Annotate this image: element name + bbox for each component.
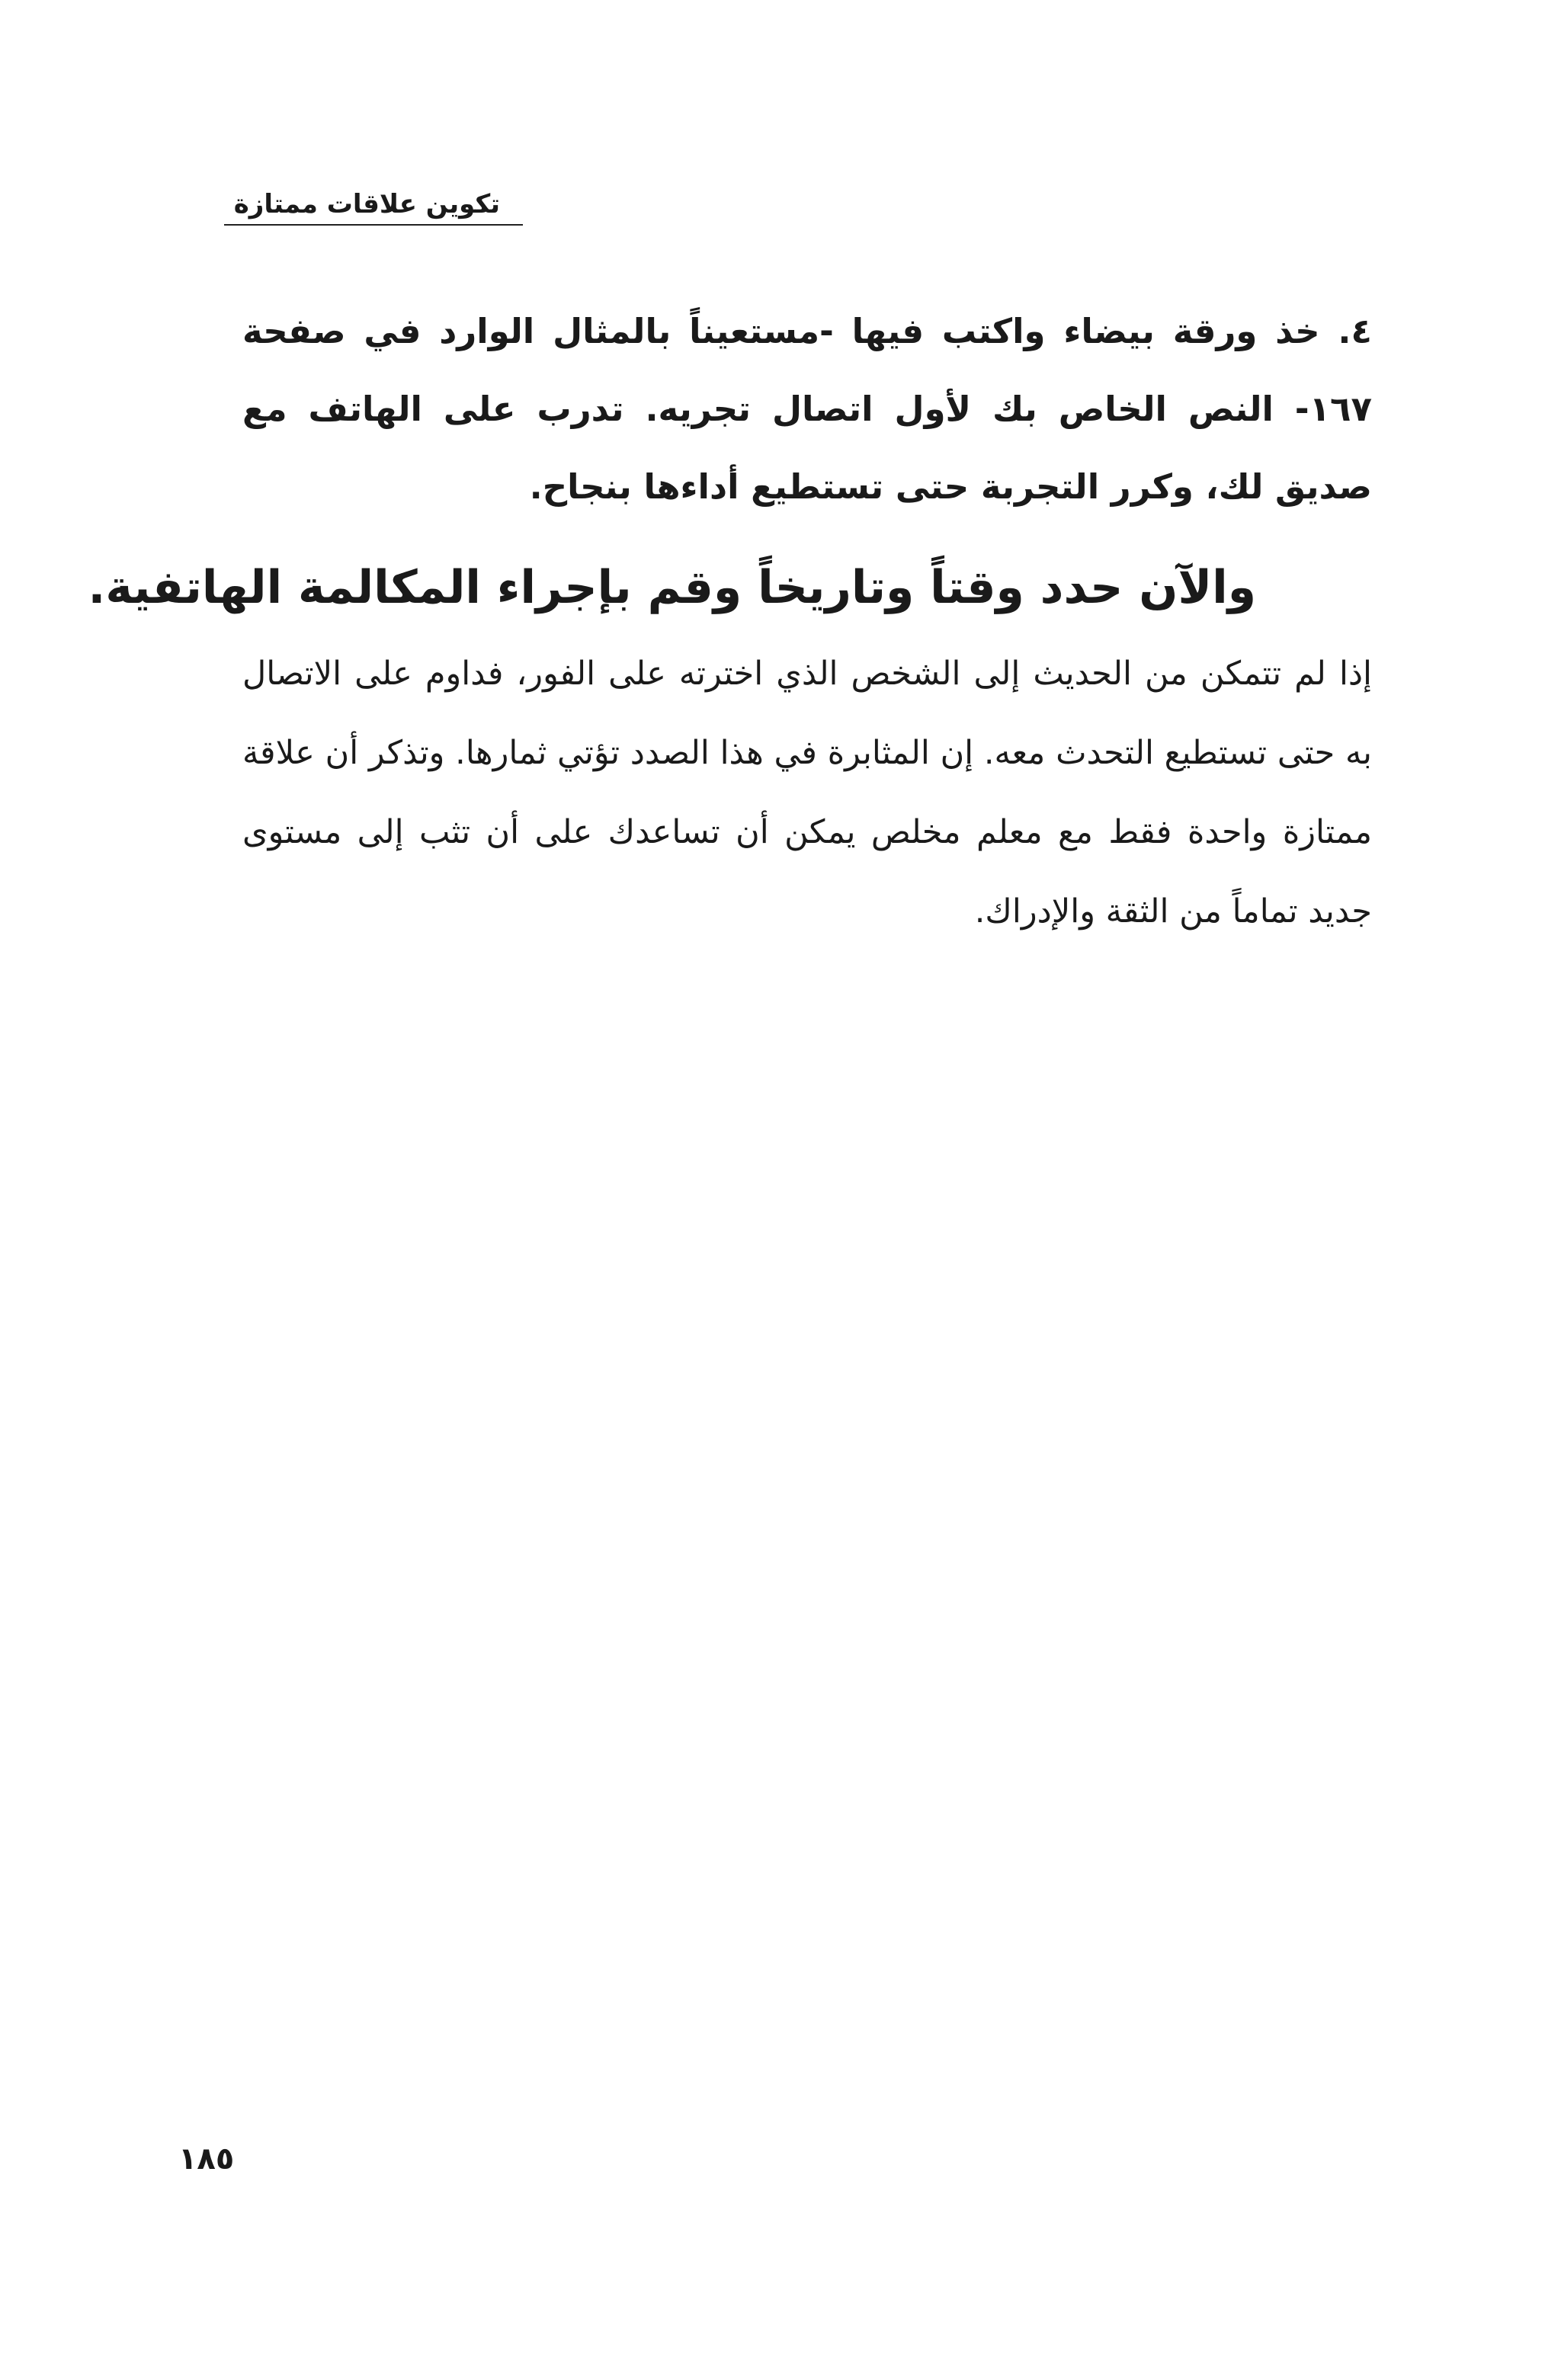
- section-heading: والآن حدد وقتاً وتاريخاً وقم بإجراء المكالمة الهاتفية.: [88, 561, 1256, 614]
- body-paragraph: إذا لم تتمكن من الحديث إلى الشخص الذي اخترته على الفور، فداوم على الاتصال به حتى تستطيع التحدث معه. إن المثابرة في هذا الصدد تؤتي ثمارها. وتذكر أن علاقة ممتازة واحدة فقط مع معلم مخلص يمكن أن تساعدك على أن تثب إلى مستوى جديد تماماً من الثقة والإدراك.: [242, 655, 1372, 931]
- running-header-title: تكوين علاقات ممتازة: [233, 189, 500, 219]
- step-4-paragraph: ٤. خذ ورقة بيضاء واكتب فيها -مستعيناً بالمثال الوارد في صفحة ١٦٧- النص الخاص بك لأول اتصال تجريه. تدرب على الهاتف مع صديق لك، وكرر التجربة حتى تستطيع أداءها بنجاح.: [242, 311, 1372, 507]
- page-number: ١٨٥: [178, 2141, 235, 2177]
- running-header: [224, 172, 523, 226]
